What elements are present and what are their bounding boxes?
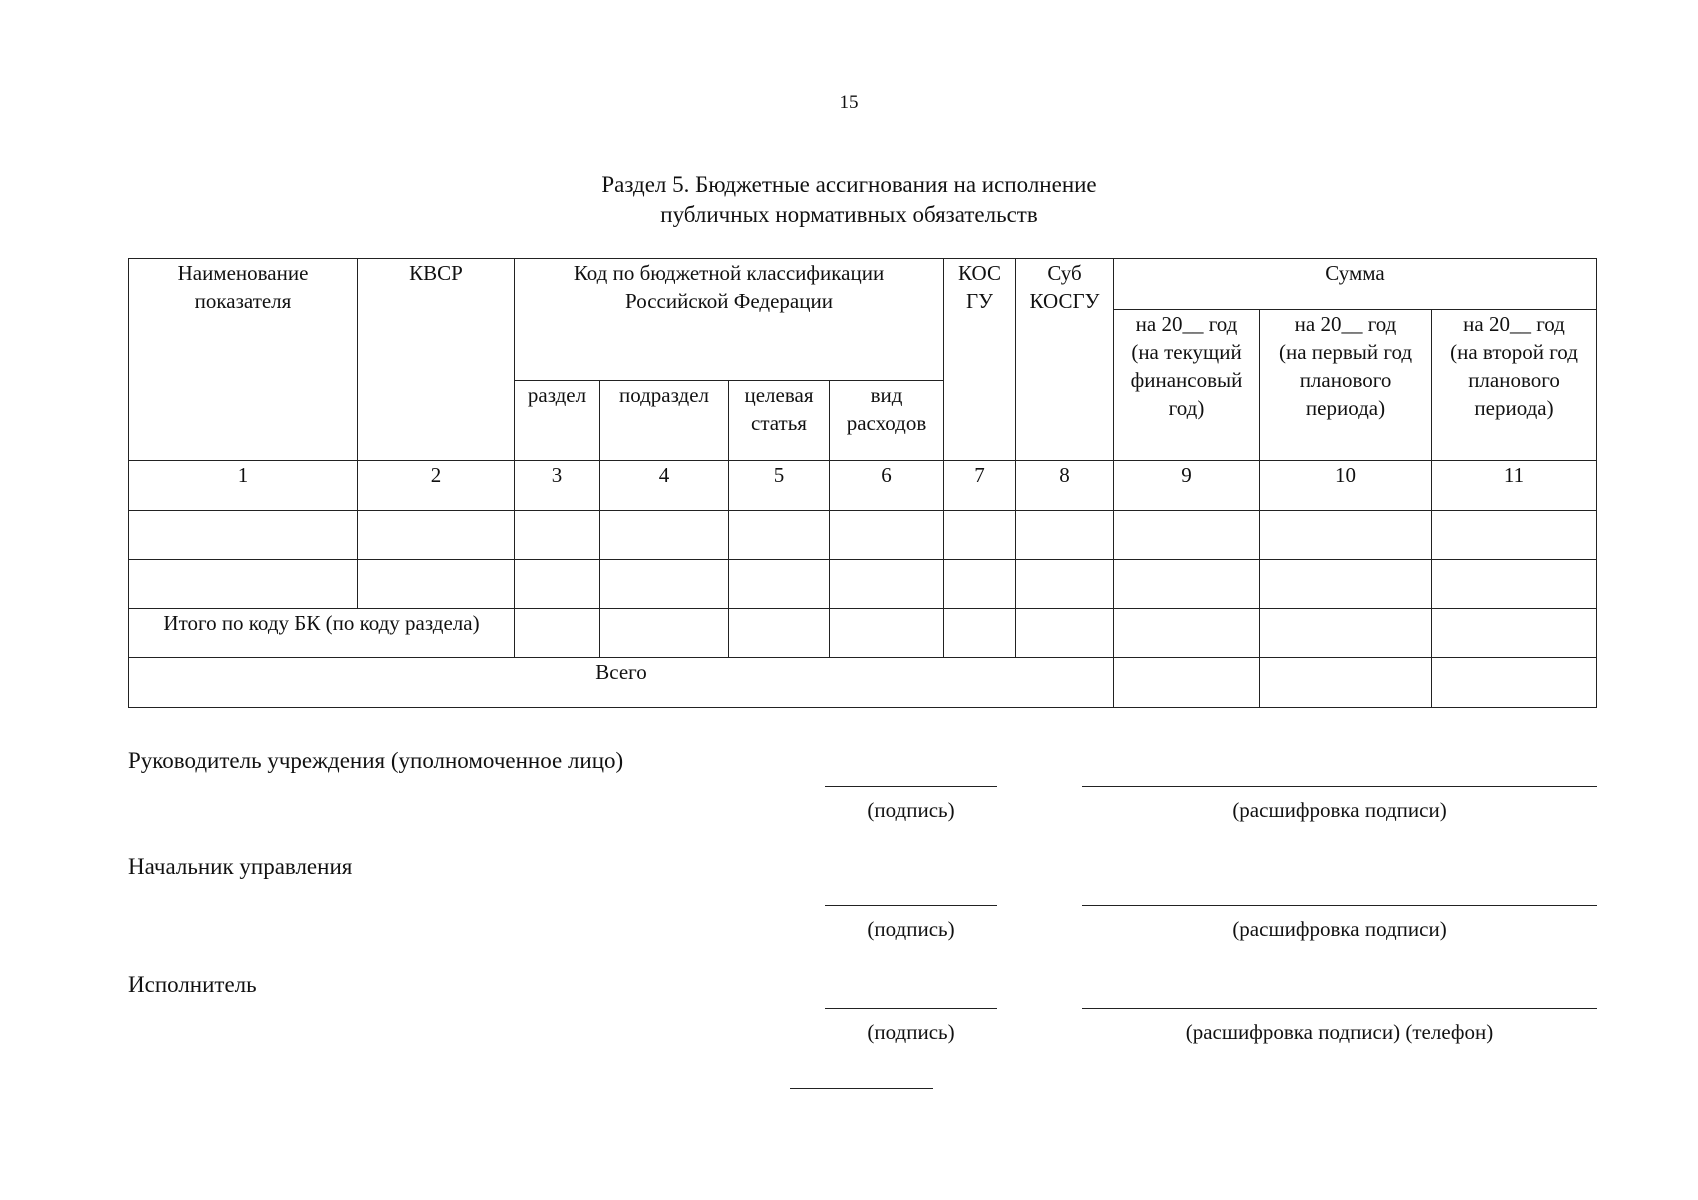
table-row bbox=[129, 560, 1597, 609]
chief-name-line[interactable] bbox=[1082, 905, 1597, 906]
column-number: 4 bbox=[600, 461, 729, 511]
itogo-row bbox=[129, 609, 1597, 658]
column-number: 7 bbox=[944, 461, 1016, 511]
footer-divider bbox=[790, 1088, 933, 1089]
table-cell[interactable] bbox=[1114, 658, 1260, 708]
column-number: 2 bbox=[358, 461, 515, 511]
executor-signature-line[interactable] bbox=[825, 1008, 997, 1009]
header-name-line2: показателя bbox=[194, 289, 292, 313]
section-title bbox=[0, 170, 1698, 230]
column-number: 3 bbox=[515, 461, 600, 511]
table-cell[interactable] bbox=[1114, 560, 1260, 609]
executor-podpis-caption: (подпись) bbox=[867, 1020, 955, 1044]
chief-signature-line[interactable] bbox=[825, 905, 997, 906]
table-cell[interactable] bbox=[830, 560, 944, 609]
header-razdel: раздел bbox=[515, 381, 600, 461]
table-cell[interactable] bbox=[515, 609, 600, 658]
header-year-current-line1: на 20__ год bbox=[1135, 312, 1238, 336]
table-cell[interactable] bbox=[358, 560, 515, 609]
header-sub-kosgu-line1: Суб bbox=[1047, 261, 1082, 285]
table-row bbox=[129, 511, 1597, 560]
table-cell[interactable] bbox=[830, 511, 944, 560]
table-cell[interactable] bbox=[1260, 658, 1432, 708]
table-cell[interactable] bbox=[729, 511, 830, 560]
header-year-second-plan-line4: периода) bbox=[1474, 396, 1554, 420]
header-tselevaya-line2: статья bbox=[751, 411, 807, 435]
table-cell[interactable] bbox=[944, 560, 1016, 609]
table-cell[interactable] bbox=[1260, 609, 1432, 658]
table-cell[interactable] bbox=[129, 511, 358, 560]
header-vid bbox=[830, 381, 944, 461]
executor-name-line[interactable] bbox=[1082, 1008, 1597, 1009]
header-year-second-plan-line1: на 20__ год bbox=[1463, 312, 1565, 336]
header-bk-code bbox=[515, 259, 944, 381]
table-cell[interactable] bbox=[1260, 511, 1432, 560]
header-year-second-plan bbox=[1432, 310, 1597, 461]
table-cell[interactable] bbox=[1016, 560, 1114, 609]
table-cell[interactable] bbox=[358, 511, 515, 560]
header-kosgu-line1: КОС bbox=[958, 261, 1001, 285]
header-name bbox=[129, 259, 358, 461]
section-title-line2: публичных нормативных обязательств bbox=[660, 202, 1038, 227]
column-number: 5 bbox=[729, 461, 830, 511]
head-name-line[interactable] bbox=[1082, 786, 1597, 787]
header-tselevaya bbox=[729, 381, 830, 461]
column-number: 10 bbox=[1260, 461, 1432, 511]
header-year-first-plan-line2: (на первый год bbox=[1278, 340, 1413, 364]
itogo-label: Итого по коду БК (по коду раздела) bbox=[129, 609, 515, 658]
header-sub-kosgu bbox=[1016, 259, 1114, 461]
executor-label: Исполнитель bbox=[128, 972, 257, 997]
table-cell[interactable] bbox=[1432, 560, 1597, 609]
head-label: Руководитель учреждения (уполномоченное лицо) bbox=[128, 748, 624, 773]
header-year-current bbox=[1114, 310, 1260, 461]
header-vid-line1: вид bbox=[870, 383, 903, 407]
head-signature-line[interactable] bbox=[825, 786, 997, 787]
table-cell[interactable] bbox=[1016, 511, 1114, 560]
table-cell[interactable] bbox=[1114, 511, 1260, 560]
vsego-label: Всего bbox=[129, 658, 1114, 708]
header-bk-code-line1: Код по бюджетной классификации bbox=[573, 261, 885, 285]
table-cell[interactable] bbox=[1114, 609, 1260, 658]
budget-table bbox=[128, 258, 1597, 708]
column-number: 6 bbox=[830, 461, 944, 511]
chief-rasshifrovka-caption: (расшифровка подписи) bbox=[1232, 917, 1447, 941]
table-cell[interactable] bbox=[830, 609, 944, 658]
header-kosgu bbox=[944, 259, 1016, 461]
header-year-first-plan-line1: на 20__ год bbox=[1294, 312, 1397, 336]
table-cell[interactable] bbox=[1260, 560, 1432, 609]
page-number: 15 bbox=[839, 92, 859, 113]
header-tselevaya-line1: целевая bbox=[744, 383, 814, 407]
column-number: 8 bbox=[1016, 461, 1114, 511]
header-kvsr: КВСР bbox=[358, 259, 515, 461]
header-year-first-plan-line3: планового bbox=[1299, 368, 1392, 392]
header-kosgu-line2: ГУ bbox=[966, 289, 994, 313]
header-year-first-plan-line4: периода) bbox=[1305, 396, 1386, 420]
table-cell[interactable] bbox=[1432, 609, 1597, 658]
header-podrazdel: подраздел bbox=[600, 381, 729, 461]
header-name-line1: Наименование bbox=[177, 261, 309, 285]
header-year-current-line4: год) bbox=[1168, 396, 1205, 420]
table-cell[interactable] bbox=[600, 560, 729, 609]
section-title-line1: Раздел 5. Бюджетные ассигнования на исполнение bbox=[601, 172, 1097, 197]
table-cell[interactable] bbox=[1432, 511, 1597, 560]
head-podpis-caption: (подпись) bbox=[867, 798, 955, 822]
table-cell[interactable] bbox=[944, 609, 1016, 658]
table-cell[interactable] bbox=[729, 609, 830, 658]
header-year-second-plan-line3: планового bbox=[1468, 368, 1560, 392]
table-cell[interactable] bbox=[129, 560, 358, 609]
column-number: 9 bbox=[1114, 461, 1260, 511]
table-cell[interactable] bbox=[600, 511, 729, 560]
table-cell[interactable] bbox=[515, 511, 600, 560]
table-cell[interactable] bbox=[600, 609, 729, 658]
chief-podpis-caption: (подпись) bbox=[867, 917, 955, 941]
header-year-second-plan-line2: (на второй год bbox=[1450, 340, 1578, 364]
header-bk-code-line2: Российской Федерации bbox=[625, 289, 833, 313]
executor-rasshifrovka-caption: (расшифровка подписи) (телефон) bbox=[1185, 1020, 1494, 1044]
table-cell[interactable] bbox=[1432, 658, 1597, 708]
vsego-row bbox=[129, 658, 1597, 708]
table-cell[interactable] bbox=[729, 560, 830, 609]
table-cell[interactable] bbox=[515, 560, 600, 609]
header-year-current-line2: (на текущий bbox=[1131, 340, 1242, 364]
chief-label: Начальник управления bbox=[128, 854, 353, 879]
column-number: 1 bbox=[129, 461, 358, 511]
table-cell[interactable] bbox=[1016, 609, 1114, 658]
header-year-current-line3: финансовый bbox=[1130, 368, 1243, 392]
header-vid-line2: расходов bbox=[846, 411, 927, 435]
head-rasshifrovka-caption: (расшифровка подписи) bbox=[1232, 798, 1447, 822]
header-year-first-plan bbox=[1260, 310, 1432, 461]
header-sub-kosgu-line2: КОСГУ bbox=[1029, 289, 1100, 313]
column-number: 11 bbox=[1432, 461, 1597, 511]
table-cell[interactable] bbox=[944, 511, 1016, 560]
header-sum: Сумма bbox=[1114, 259, 1597, 310]
